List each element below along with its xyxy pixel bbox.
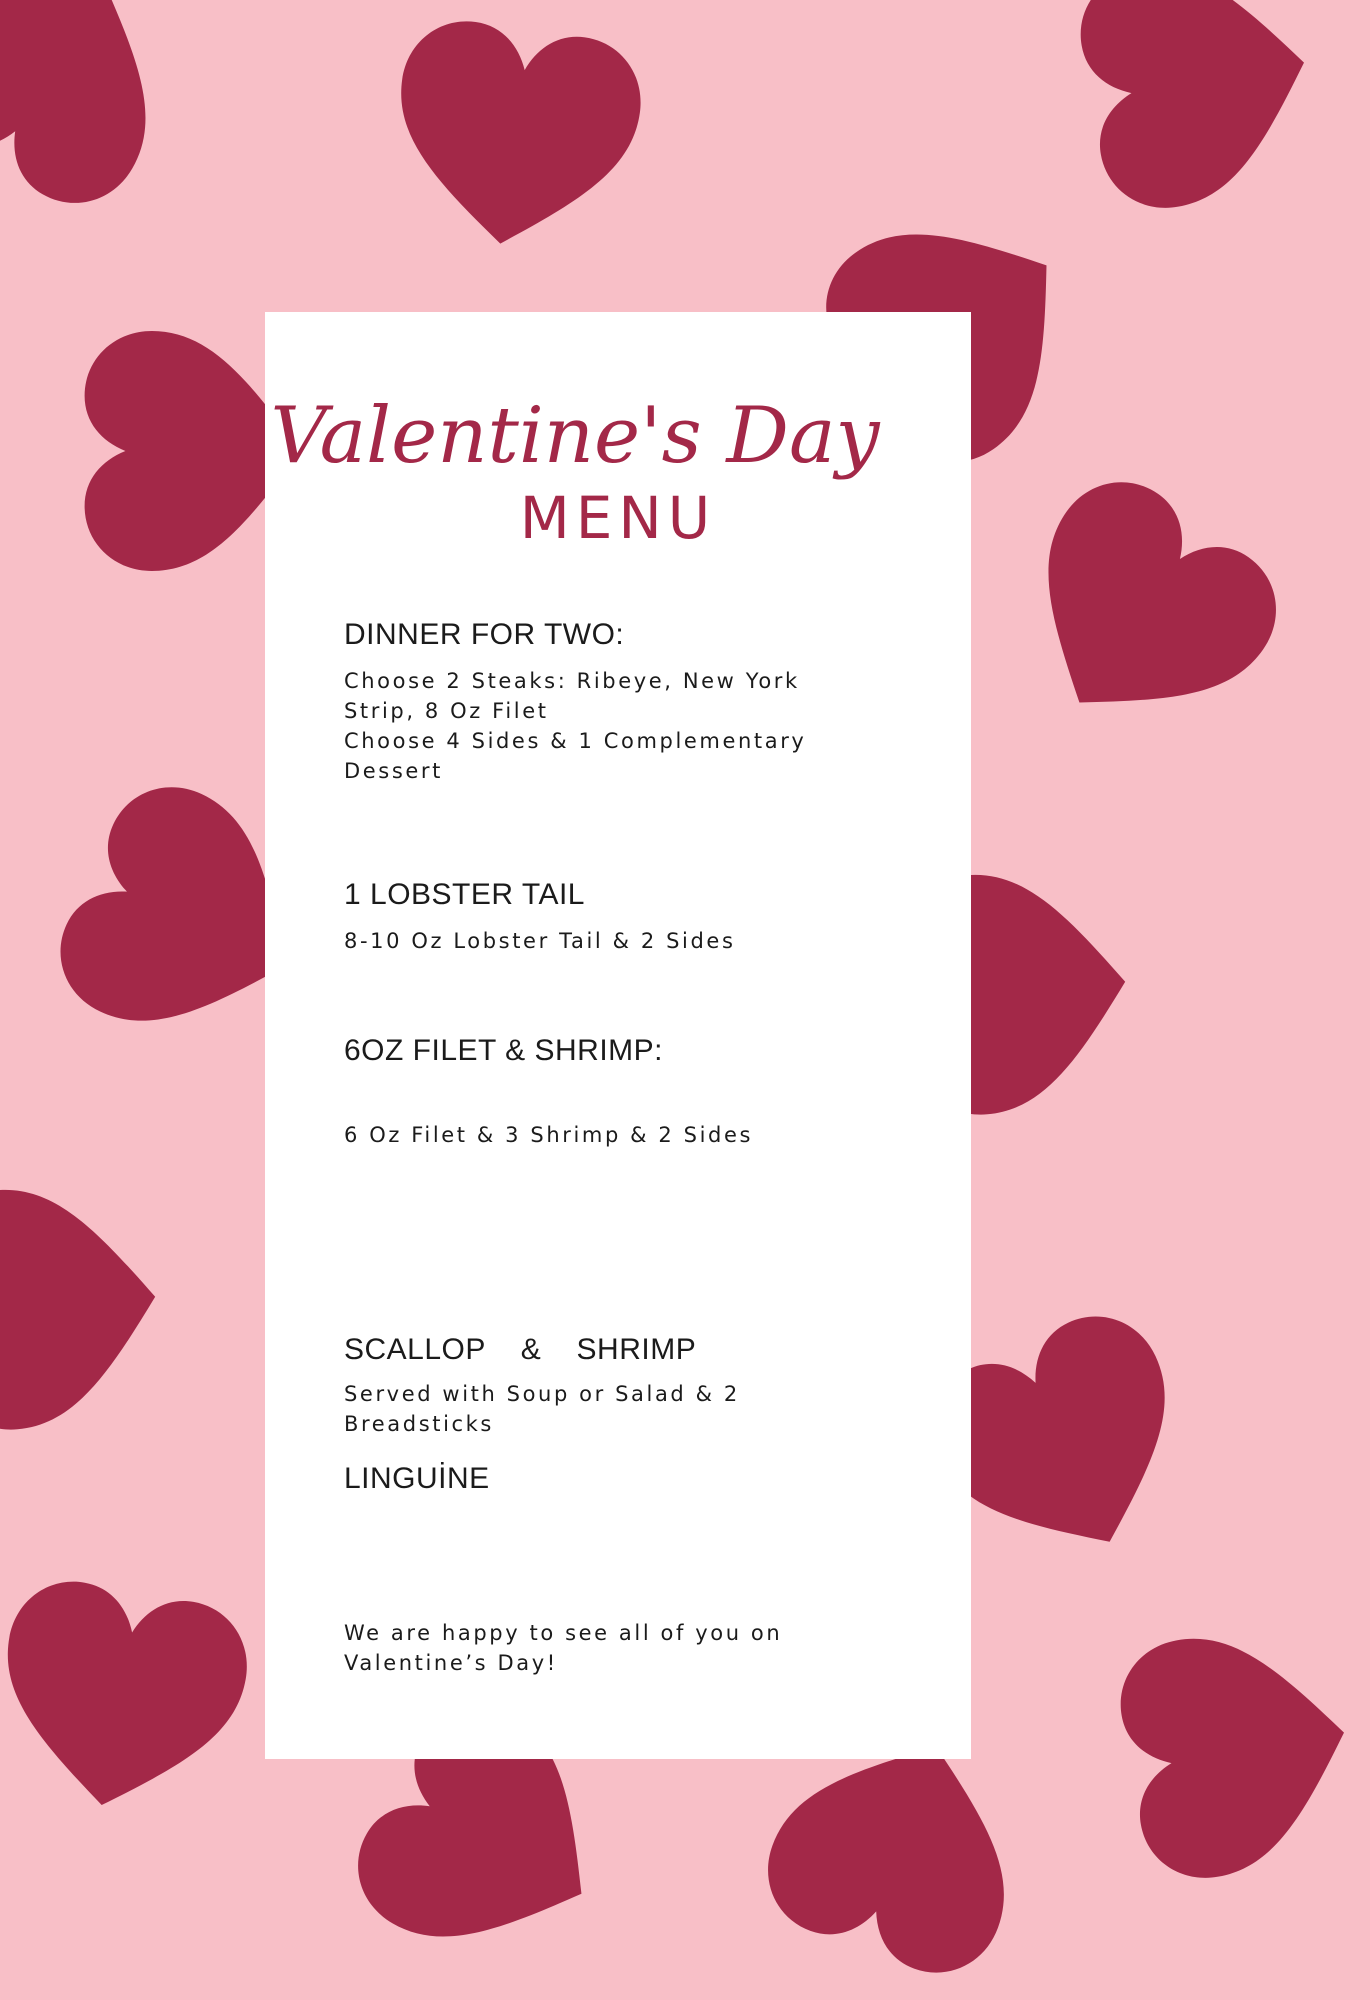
description-line: Dessert: [344, 759, 443, 783]
section-description-filet-shrimp: [344, 1120, 904, 1150]
closing-message: [344, 1618, 904, 1678]
description-line: Served with Soup or Salad & 2: [344, 1382, 740, 1406]
heart-icon: [1110, 1614, 1370, 1889]
heading-line: LINGUİNE: [344, 1462, 490, 1495]
description-line: Strip, 8 Oz Filet: [344, 699, 549, 723]
section-heading-filet-shrimp: 6OZ FILET & SHRIMP:: [344, 1034, 664, 1067]
description-line: Breadsticks: [344, 1412, 494, 1436]
description-line: Choose 2 Steaks: Ribeye, New York: [344, 669, 800, 693]
description-line: 8-10 Oz Lobster Tail & 2 Sides: [344, 929, 736, 953]
heading-line: SCALLOP & SHRIMP: [344, 1333, 697, 1366]
section-description-dinner-for-two: [344, 666, 904, 786]
heart-icon: [1070, 0, 1330, 218]
menu-card: [265, 312, 971, 1759]
closing-line: Valentine’s Day!: [344, 1651, 558, 1675]
section-description-lobster-tail: [344, 926, 904, 956]
heart-icon: [0, 0, 209, 227]
description-line: Choose 4 Sides & 1 Complementary: [344, 729, 807, 753]
section-heading-lobster-tail: 1 LOBSTER TAIL: [344, 878, 585, 911]
section-description-scallop-shrimp-linguine: [344, 1379, 904, 1439]
menu-title: MENU: [519, 484, 717, 552]
heart-icon: [0, 1571, 257, 1831]
heart-icon: [0, 1177, 171, 1435]
heart-icon: [381, 12, 650, 265]
description-line: 6 Oz Filet & 3 Shrimp & 2 Sides: [344, 1123, 754, 1147]
closing-line: We are happy to see all of you on: [344, 1621, 783, 1645]
section-heading-dinner-for-two: DINNER FOR TWO:: [344, 618, 625, 651]
menu-title-script-text: Valentine's Day: [270, 391, 880, 481]
heart-icon: [978, 456, 1302, 776]
